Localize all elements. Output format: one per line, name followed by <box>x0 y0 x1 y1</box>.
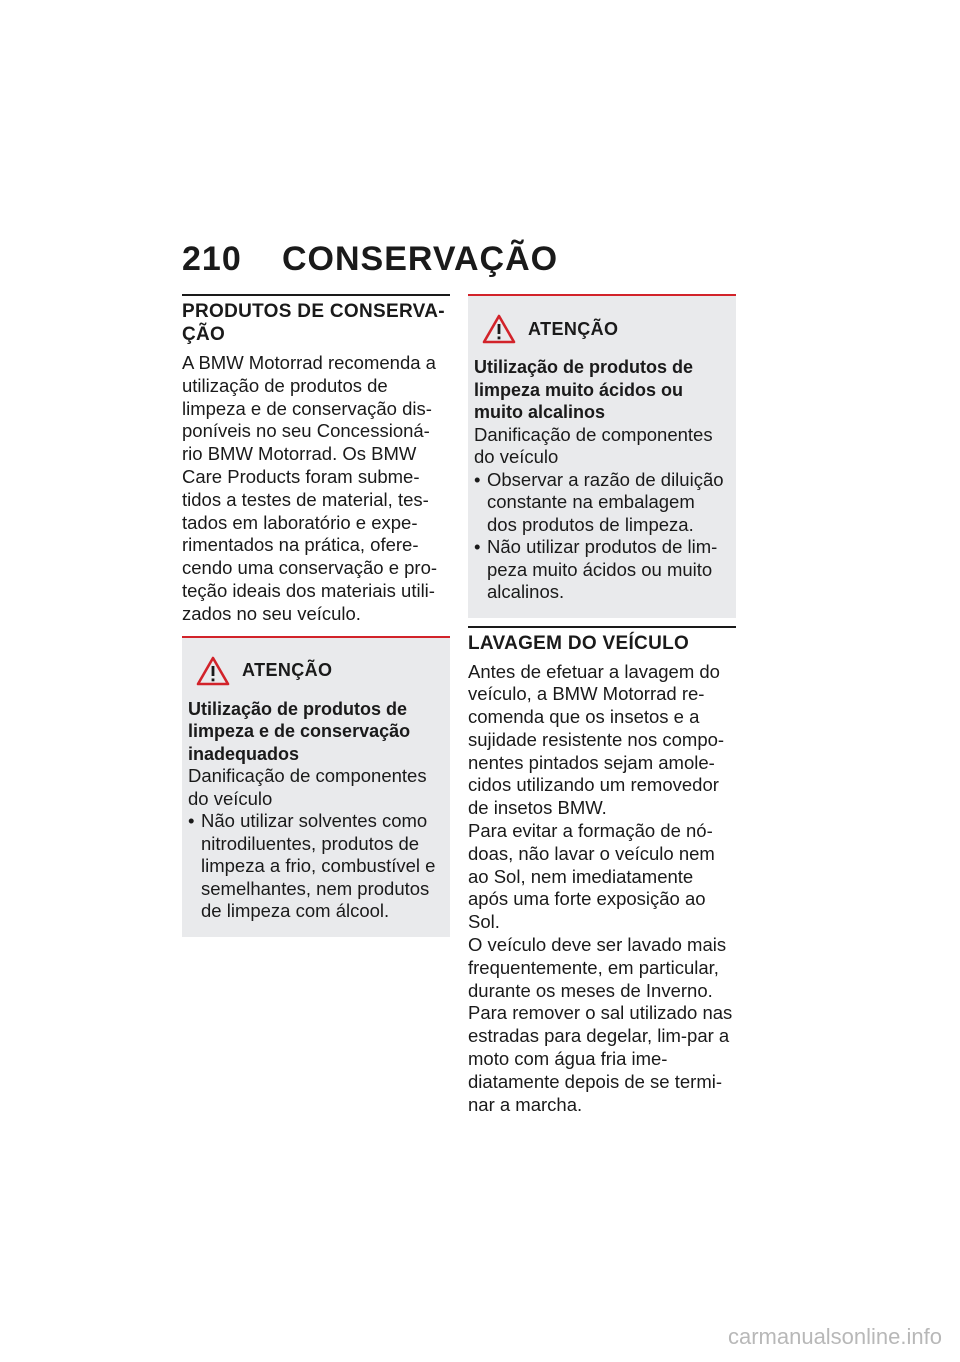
warning-box <box>468 294 736 618</box>
page-number: 210 <box>182 240 242 278</box>
left-column <box>182 294 450 937</box>
warning-title: Utilização de produtos de limpeza muito ácidos ou muito alcalinos <box>474 357 694 422</box>
section-title: PRODUTOS DE CONSERVA-ÇÃO <box>182 301 445 345</box>
list-item: • Observar a razão de diluição constante na embalagem dos produtos de limpeza. <box>474 469 728 537</box>
body-paragraph: Para evitar a formação de nó-doas, não lavar o veículo nem ao Sol, nem imediatamente após uma forte exposição ao Sol. <box>468 820 715 933</box>
warning-label: ATENÇÃO <box>242 660 333 681</box>
warning-header <box>474 314 728 344</box>
section-title: LAVAGEM DO VEÍCULO <box>468 632 690 654</box>
watermark: carmanualsonline.info <box>727 1324 942 1349</box>
warning-box <box>182 636 450 937</box>
body-paragraph: O veículo deve ser lavado mais frequentemente, em particular, durante os meses de Inverno. <box>468 934 727 1001</box>
warning-bullets <box>188 810 442 923</box>
warning-title: Utilização de produtos de limpeza e de conservação inadequados <box>188 698 411 764</box>
warning-consequence: Danificação de componentes do veículo <box>474 423 713 467</box>
list-item: • Não utilizar produtos de lim-peza muito ácidos ou muito alcalinos. <box>474 536 728 604</box>
body-paragraph: Antes de efetuar a lavagem do veículo, a BMW Motorrad re-comenda que os insetos e a sujidade resistente nos compo-nentes pintados sejam amole-cidos utilizando um removedor de insetos BMW. <box>468 660 725 819</box>
chapter-title: CONSERVAÇÃO <box>282 240 559 278</box>
right-column <box>468 294 736 1116</box>
body-paragraph: Para remover o sal utilizado nas estradas para degelar, lim-par a moto com água fria ime-diatamente depois de se termi-nar a marcha. <box>468 1002 733 1115</box>
body-paragraph: A BMW Motorrad recomenda a utilização de produtos de limpeza e de conservação dis-poníveis no seu Concessioná-rio BMW Motorrad. Os BMW Care Products foram subme-tidos a testes de material, tes-tados em laboratório e expe-rimentados na prática, ofere-cendo uma conservação e pro-teção ideais dos materiais utili-zados no seu veículo. <box>182 352 438 624</box>
warning-triangle-icon <box>482 314 516 344</box>
warning-bullets <box>474 469 728 604</box>
page-header <box>182 240 558 279</box>
warning-header <box>188 656 442 686</box>
list-item: • Não utilizar solventes como nitrodiluentes, produtos de limpeza a frio, combustível e semelhantes, nem produtos de limpeza com álcool. <box>188 810 442 923</box>
section-divider <box>182 294 450 296</box>
body-text <box>468 661 736 1117</box>
warning-triangle-icon <box>196 656 230 686</box>
warning-label: ATENÇÃO <box>528 318 619 339</box>
section-divider <box>468 626 736 628</box>
warning-consequence: Danificação de componentes do veículo <box>188 765 427 809</box>
